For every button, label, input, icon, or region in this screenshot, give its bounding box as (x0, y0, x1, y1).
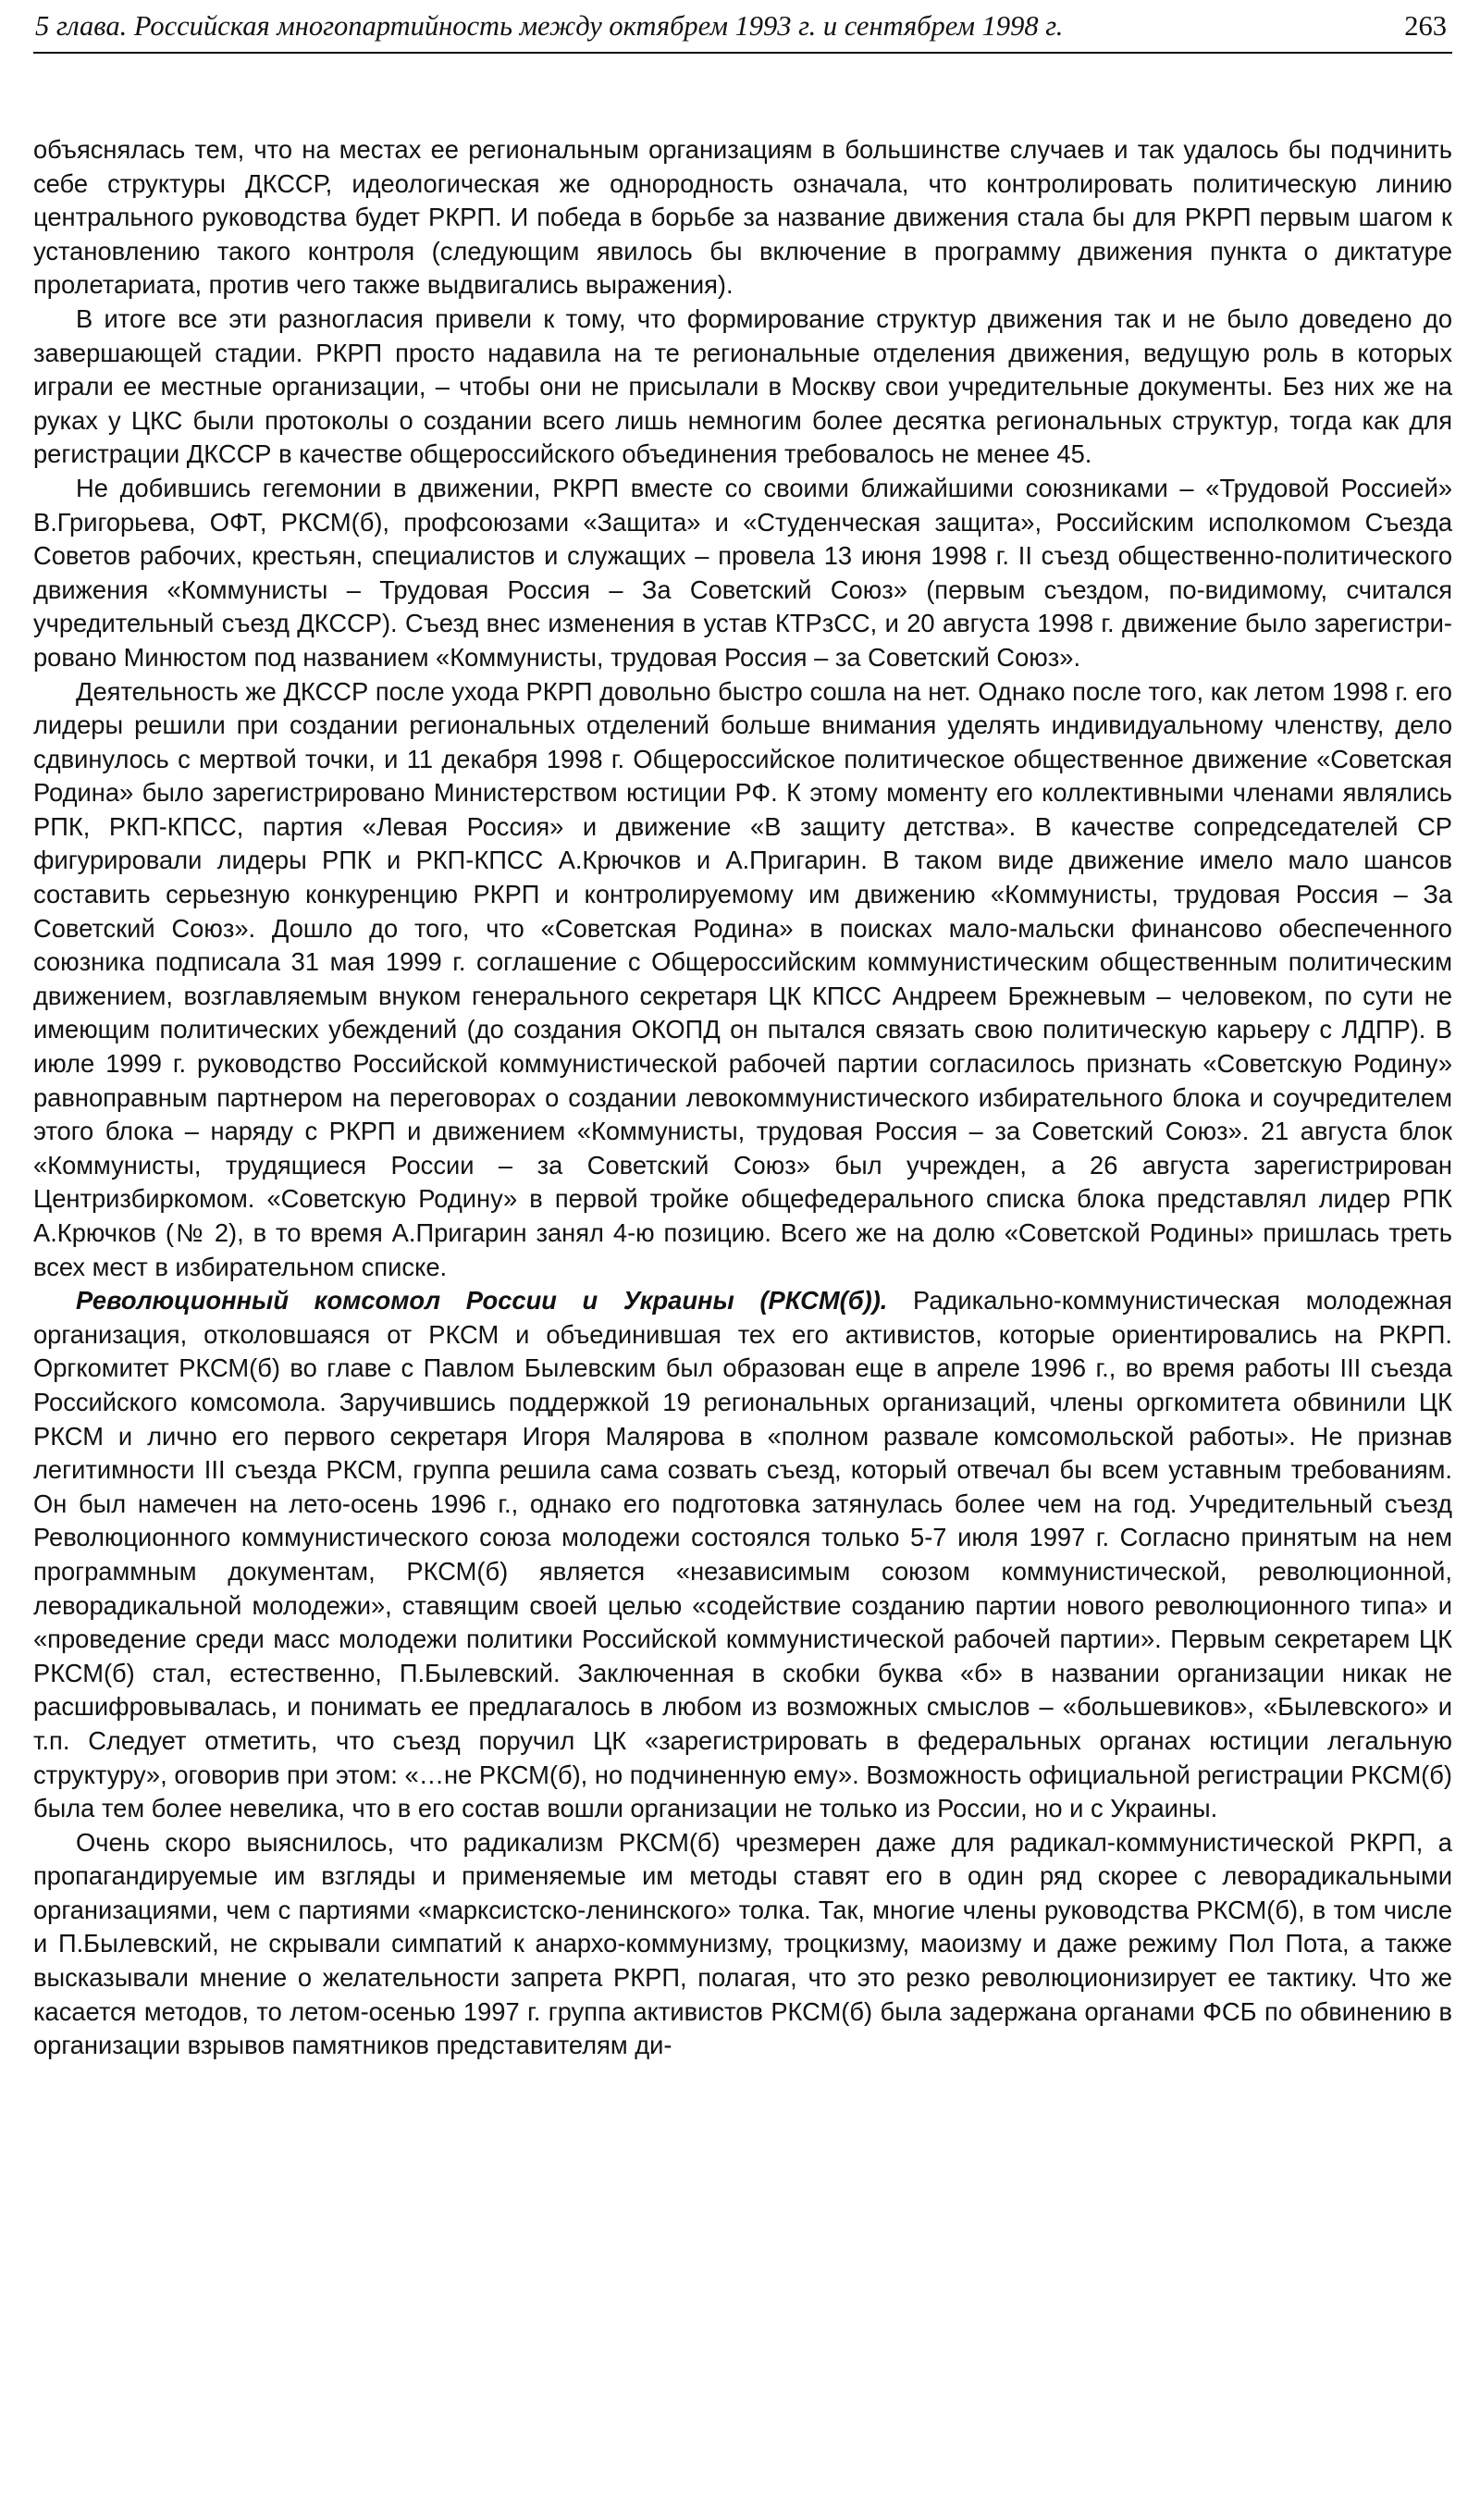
paragraph: Не добившись гегемонии в движении, РКРП вместе со своими ближайшими союзниками – «Трудовой Россией» В.Григорьева, ОФТ, РКСМ(б), профсоюзами «Защита» и «Студенческая защита», Российским исполкомом Съезда Советов рабочих, крестьян, специалистов и служащих – провела 13 июня 1998 г. II съезд общественно-политического движения «Коммунисты – Трудовая Россия – За Советский Союз» (первым съездом, по-видимому, считался учредительный съезд ДКССР). Съезд внес изменения в устав КТРзСС, и 20 августа 1998 г. движение было зарегистрировано Минюстом под названием «Коммунисты, трудовая Россия – за Советский Союз». (33, 473, 1452, 672)
paragraph-text: Радикально-коммунистическая молодежная организация, отколовшаяся от РКСМ и объединившая тех его активистов, которые ориентировались на РКРП. Оргкомитет РКСМ(б) во главе с Павлом Былевским был образован еще в апреле 1996 г., во время работы III съезда Российского комсомола. Заручившись поддержкой 19 региональных организаций, члены оргкомитета обвинили ЦК РКСМ и лично его первого секретаря Игоря Малярова в «полном развале комсомольской работы». Не признав легитимности III съезда РКСМ, группа решила сама созвать съезд, который отвечал бы всем уставным требованиям. Он был намечен на лето-осень 1996 г., однако его подготовка затянулась более чем на год. Учредительный съезд Революционного коммунистического союза молодежи состоялся только 5-7 июля 1997 г. Согласно принятым на нем программным документам, РКСМ(б) является «независимым союзом коммунистической, революционной, леворадикальной молодежи», ставящим своей целью «содействие созданию партии нового революционного типа» и «проведение среди масс молодежи политики Российской коммунистической рабочей партии». Первым секретарем ЦК РКСМ(б) стал, естественно, П.Былевский. Заключенная в скобки буква «б» в названии организации никак не расшифровывалась, и понимать ее предлагалось в любом из возможных смыслов – «большевиков», «Былевского» и т.п. Следует отметить, что съезд поручил ЦК «зарегистрировать в федеральных органах юстиции легальную структуру», оговорив при этом: «…не РКСМ(б), но подчиненную ему». Возможность официальной регистрации РКСМ(б) была тем более невелика, что в его состав вошли организации не только из России, но и с Украины. (33, 1286, 1452, 1823)
running-head (33, 0, 1452, 54)
chapter-title: 5 глава. Российская многопартийность между октябрем 1993 г. и сентябрем 1998 г. (35, 10, 1064, 42)
page-number: 263 (1404, 10, 1447, 42)
section-run-in-title: Революционный комсомол России и Украины (РКСМ(б)). (76, 1286, 888, 1316)
paragraph: Деятельность же ДКССР после ухода РКРП довольно быстро сошла на нет. Однако после того, как летом 1998 г. его лидеры решили при создании региональных отделений больше внимания уделять индивидуальному членству, дело сдвинулось с мертвой точки, и 11 декабря 1998 г. Общероссийское политическое общественное движение «Советская Родина» было зарегистрировано Министерством юстиции РФ. К этому моменту его коллективными членами являлись РПК, РКП-КПСС, партия «Левая Россия» и движение «В защиту детства». В качестве сопредседателей СР фигурировали лидеры РПК и РКП-КПСС А.Крючков и А.Пригарин. В таком виде движение имело мало шансов составить серьезную конкуренцию РКРП и контролируемому им движению «Коммунисты, трудовая Россия – За Советский Союз». Дошло до того, что «Советская Родина» в поисках мало-мальски финансово обеспеченного союзника подписала 31 мая 1999 г. соглашение с Общероссийским коммунистическим общественным политическим движением, возглавляемым внуком генерального секретаря ЦК КПСС Андреем Брежневым – человеком, по сути не имеющим политических убеждений (до создания ОКОПД он пытался связать свою политическую карьеру с ЛДПР). В июле 1999 г. руководство Российской коммунистической рабочей партии согласилось признать «Советскую Родину» равноправным партнером на переговорах о создании левокоммунистического избирательного блока и соучредителем этого блока – наряду с РКРП и движением «Коммунисты, трудовая Россия – за Советский Союз». 21 августа блок «Коммунисты, трудящиеся России – за Советский Союз» был учрежден, а 26 августа зарегистрирован Центризбиркомом. «Советскую Родину» в первой тройке общефедерального списка блока представлял лидер РПК А.Крючков (№ 2), в то время А.Пригарин занял 4-ю позицию. Всего же на долю «Советской Родины» пришлась треть всех мест в избирательном списке. (33, 676, 1452, 1281)
paragraph-continued: объяснялась тем, что на местах ее региональным организациям в большинстве случаев и так удалось бы подчинить себе структуры ДКССР, идеологическая же однородность означала, что контролировать политическую линию центрального руководства будет РКРП. И победа в борьбе за название движения стала бы для РКРП первым шагом к установлению такого контроля (следующим явилось бы включение в программу движения пункта о диктатуре пролетариата, против чего также выдвигались выражения). (33, 135, 1452, 300)
paragraph-rksm (33, 1284, 1452, 1826)
paragraph: В итоге все эти разногласия привели к тому, что формирование структур движения так и не было доведено до завершающей стадии. РКРП просто надавила на те региональные отделения движения, ведущую роль в которых играли ее местные организации, – чтобы они не присылали в Москву свои учредительные документы. Без них же на руках у ЦКС были протоколы о создании всего лишь немногим более десятка региональных структур, тогда как для регистрации ДКССР в качестве общероссийского объединения требовалось не менее 45. (33, 303, 1452, 469)
paragraph: Очень скоро выяснилось, что радикализм РКСМ(б) чрезмерен даже для радикал-коммунистической РКРП, а пропагандируемые им взгляды и применяемые им методы ставят его в один ряд скорее с леворадикальными организациями, чем с партиями «марксистско-ленинского» толка. Так, многие члены руководства РКСМ(б), в том числе и П.Былевский, не скрывали симпатий к анархо-коммунизму, троцкизму, маоизму и даже режиму Пол Пота, а также высказывали мнение о желательности запрета РКРП, полагая, что это резко революционизирует ее тактику. Что же касается методов, то летом-осенью 1997 г. группа активистов РКСМ(б) была задержана органами ФСБ по обвинению в организации взрывов памятников представителям ди- (33, 1827, 1452, 2060)
body-text (33, 133, 1452, 2063)
